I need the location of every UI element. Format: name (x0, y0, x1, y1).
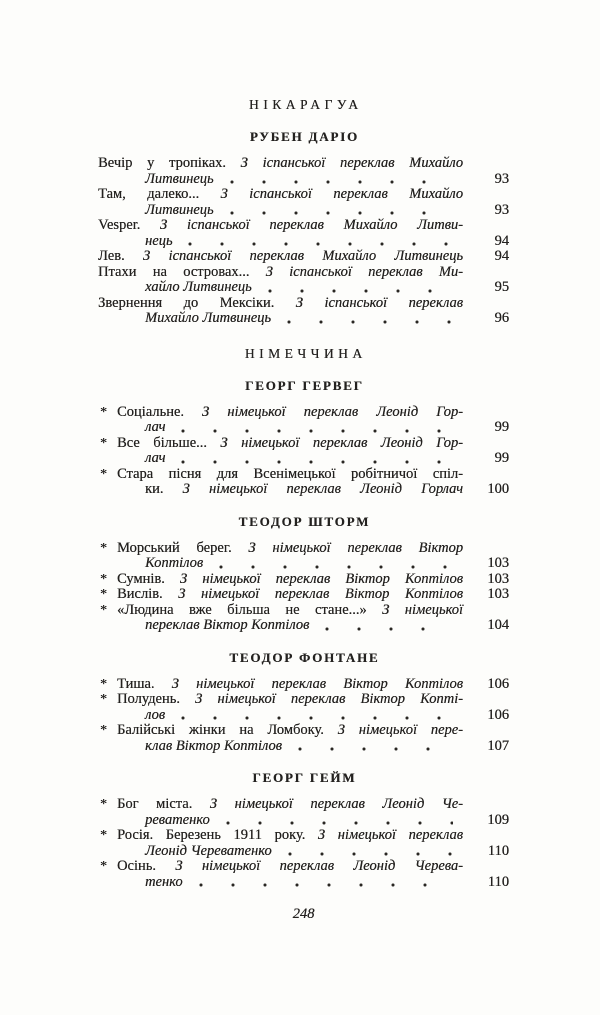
entry-line (117, 556, 509, 572)
entry-text (117, 677, 463, 693)
translator-credit-text: лач (145, 450, 166, 466)
entry-page-number: 94 (494, 248, 509, 264)
entry-line (98, 203, 509, 219)
entry-text (117, 828, 463, 844)
title-text: Vesper. (98, 217, 161, 233)
country-section (98, 346, 509, 891)
leader-dots (286, 852, 453, 856)
entry-text (117, 603, 463, 619)
translator-credit-text: З німецької пере- (337, 722, 463, 738)
title-text: Звернення до Мексіки. (98, 294, 296, 311)
title-text: Соціальне. (117, 403, 203, 420)
entry-line (117, 875, 509, 891)
leader-dots (228, 211, 453, 215)
entry-text (98, 172, 214, 188)
translator-credit-text: нець (145, 232, 173, 249)
entry-line (117, 405, 509, 421)
entry-page-number: 104 (487, 617, 509, 633)
translator-credit-text: З німецької переклав Леонід Че- (209, 796, 463, 812)
asterisk-marker: * (100, 435, 107, 451)
translator-credit-text: переклав Віктор Коптілов (145, 617, 310, 633)
translator-credit-text: клав Віктор Коптілов (145, 737, 282, 754)
asterisk-marker: * (100, 828, 107, 843)
title-text: Росія. Березень 1911 року. (117, 827, 318, 843)
entry-line (117, 451, 509, 467)
title-text: Осінь. (117, 858, 176, 874)
leader-dots (197, 883, 453, 887)
entry-page-number: 94 (494, 232, 509, 249)
leader-dots (228, 180, 453, 184)
toc-entry (100, 403, 509, 436)
translator-credit-text: З іспанської переклав Михайло (220, 186, 463, 202)
translator-credit-text: З німецької переклав Віктор Коптілов (171, 675, 463, 692)
entry-text (98, 249, 463, 265)
translator-credit-text: З німецької переклав Леонід Гор- (220, 434, 463, 451)
entry-page-number: 93 (494, 201, 509, 218)
author-heading: ТЕОДОР ШТОРМ (238, 513, 371, 529)
entry-line (117, 618, 509, 634)
toc-entry (98, 218, 509, 249)
entry-text (117, 739, 282, 755)
toc-entry (100, 570, 509, 588)
entry-line (98, 265, 509, 281)
entry-text (98, 311, 271, 327)
entry-text (117, 813, 210, 829)
title-text: Полудень. (117, 691, 196, 707)
leader-dots (217, 565, 453, 569)
title-text: Балійські жінки на Ломбоку. (117, 722, 338, 738)
translator-credit-text: Коптілов (145, 555, 204, 571)
translator-credit-text: З німецької переклав Леонід Горлач (182, 481, 464, 497)
toc-entry (100, 465, 509, 498)
translator-credit-text: З німецької переклав (317, 827, 463, 843)
translator-credit-text: тенко (145, 873, 183, 890)
entry-line (117, 677, 509, 693)
entry-line (117, 603, 509, 619)
author-heading: ГЕОРГ ГЕЙМ (252, 770, 357, 785)
entry-text (117, 405, 463, 421)
entry-line (98, 187, 509, 203)
entry-text (117, 451, 165, 467)
entry-page-number: 93 (494, 170, 509, 187)
entry-line (117, 797, 509, 813)
asterisk-marker: * (100, 859, 107, 874)
leader-dots (266, 289, 453, 293)
toc-entry (98, 296, 509, 327)
toc-entry (100, 675, 509, 693)
entry-text (117, 482, 463, 498)
entry-list (98, 541, 509, 634)
entry-page-number: 103 (487, 555, 509, 571)
entry-line (98, 218, 509, 234)
translator-credit-text: З німецької (382, 601, 464, 618)
title-text: Вислів. (117, 586, 179, 602)
translator-credit-text: З німецької переклав Леонід Черева- (175, 858, 463, 874)
entry-text (117, 692, 463, 708)
entry-text (117, 859, 463, 875)
entry-page-number: 106 (487, 706, 509, 723)
title-text: Бог міста. (117, 796, 210, 812)
translator-credit-text: Михайло Литвинець (145, 310, 272, 326)
translator-credit-text: лач (145, 419, 166, 435)
entry-text (98, 265, 463, 281)
leader-dots (186, 242, 453, 246)
entry-page-number: 109 (487, 811, 509, 828)
entry-page-number: 110 (487, 842, 509, 859)
entry-line (117, 813, 509, 829)
toc-entry (98, 187, 509, 218)
leader-dots (179, 460, 453, 464)
entry-line (117, 420, 509, 436)
toc-entry (100, 827, 509, 859)
translator-credit-text: З іспанської переклав Михайло Литви- (160, 217, 463, 233)
entry-list (98, 677, 509, 755)
entry-page-number: 106 (487, 675, 509, 692)
toc-entry (98, 156, 509, 187)
entry-page-number: 99 (494, 450, 509, 466)
title-text: Сумнів. (117, 570, 180, 587)
entry-line (98, 234, 509, 250)
entry-text (98, 218, 463, 234)
title-text: «Людина вже більша не стане...» (117, 601, 383, 618)
leader-dots (179, 429, 453, 433)
entry-page-number: 110 (487, 873, 509, 890)
entry-line (98, 296, 509, 312)
translator-credit-text: З іспанської переклав Ми- (265, 263, 463, 280)
entry-page-number: 100 (487, 481, 509, 497)
translator-credit-text: З іспанської переклав Михайло (240, 155, 463, 171)
translator-credit-text: З німецької переклав Віктор Коптілов (179, 570, 463, 587)
entry-text (98, 203, 214, 219)
asterisk-marker: * (100, 602, 107, 618)
entry-line (117, 572, 509, 588)
entry-text (117, 436, 463, 452)
entry-line (98, 249, 509, 265)
folio-page-number: 248 (292, 906, 315, 922)
toc-column (98, 0, 509, 922)
title-text: Лев. (98, 248, 143, 264)
entry-line (117, 828, 509, 844)
asterisk-marker: * (100, 540, 107, 556)
entry-page-number: 103 (487, 570, 509, 587)
translator-credit-text: З іспанської переклав (295, 294, 463, 311)
entry-text (117, 556, 203, 572)
entry-line (117, 708, 509, 724)
entry-page-number: 96 (494, 310, 509, 326)
title-text: Морський берег. (117, 539, 249, 556)
entry-text (98, 187, 463, 203)
entry-line (117, 692, 509, 708)
title-text: Вечір у тропіках. (98, 155, 241, 171)
entry-line (117, 587, 509, 603)
entry-line (117, 844, 509, 860)
entry-text (117, 618, 309, 634)
asterisk-marker: * (100, 676, 107, 692)
entry-line (98, 156, 509, 172)
translator-credit-text: З німецької переклав Віктор (248, 539, 464, 556)
asterisk-marker: * (100, 404, 107, 420)
asterisk-marker: * (100, 723, 107, 738)
entry-text (98, 280, 252, 296)
leader-dots (285, 320, 453, 324)
author-heading: ТЕОДОР ФОНТАНЕ (229, 649, 380, 665)
entry-text (117, 723, 463, 739)
entry-text (117, 844, 272, 860)
title-text: Все більше... (117, 434, 221, 451)
entry-text (117, 420, 165, 436)
entry-line (117, 541, 509, 557)
title-text: Птахи на островах... (98, 263, 266, 280)
entry-text (117, 708, 165, 724)
entry-line (98, 280, 509, 296)
entry-list (98, 797, 509, 890)
entry-page-number: 99 (494, 419, 509, 435)
entry-line (117, 739, 509, 755)
toc-entry (100, 858, 509, 890)
entry-text (117, 541, 463, 557)
leader-dots (296, 747, 453, 751)
entry-text (98, 234, 172, 250)
author-heading: РУБЕН ДАРІО (249, 129, 359, 144)
entry-text (117, 797, 463, 813)
toc-entry (100, 539, 509, 572)
entry-line (117, 436, 509, 452)
entry-page-number: 95 (494, 279, 509, 295)
country-heading: НІКАРАГУА (248, 97, 363, 112)
asterisk-marker: * (100, 466, 107, 482)
country-heading: НІМЕЧЧИНА (244, 345, 367, 361)
translator-credit-text: З німецької переклав Віктор Коптілов (178, 586, 463, 602)
entry-line (98, 172, 509, 188)
leader-dots (224, 821, 453, 825)
entry-text (117, 467, 463, 483)
translator-credit-text: хайло Литвинець (145, 279, 252, 295)
translator-credit-text: реватенко (145, 811, 210, 828)
title-text: ки. (145, 481, 183, 497)
entry-page-number: 107 (487, 737, 509, 754)
title-text: Тиша. (117, 675, 172, 692)
entry-list (98, 156, 509, 327)
toc-entry (100, 796, 509, 828)
author-heading: ГЕОРГ ГЕРВЕГ (245, 377, 364, 393)
entry-line (117, 467, 509, 483)
toc-entry (100, 691, 509, 723)
entry-line (117, 723, 509, 739)
translator-credit-text: З німецької переклав Леонід Гор- (202, 403, 463, 420)
country-section (98, 97, 509, 327)
asterisk-marker: * (100, 692, 107, 707)
entry-line (117, 859, 509, 875)
translator-credit-text: З іспанської переклав Михайло Литвинець (142, 248, 463, 264)
asterisk-marker: * (100, 571, 107, 587)
translator-credit-text: Леонід Череватенко (145, 842, 272, 859)
toc-entry (100, 722, 509, 754)
entry-text (117, 875, 183, 891)
toc-sections (98, 97, 509, 890)
entry-text (117, 572, 463, 588)
translator-credit-text: Литвинець (145, 170, 214, 187)
leader-dots (179, 716, 453, 720)
asterisk-marker: * (100, 797, 107, 812)
toc-entry (98, 249, 509, 265)
translator-credit-text: лов (145, 706, 166, 723)
toc-entry (100, 586, 509, 603)
title-text: Стара пісня для Всенімецької робітничої спіл- (117, 465, 463, 482)
entry-line (98, 311, 509, 327)
entry-page-number: 103 (487, 586, 509, 602)
entry-text (98, 296, 463, 312)
translator-credit-text: З німецької переклав Віктор Копті- (195, 691, 463, 707)
entry-line (117, 482, 509, 498)
entry-list (98, 405, 509, 498)
toc-entry (100, 601, 509, 634)
toc-entry (100, 434, 509, 467)
title-text: Там, далеко... (98, 186, 221, 202)
asterisk-marker: * (100, 587, 107, 602)
entry-text (117, 587, 463, 603)
toc-entry (98, 265, 509, 296)
entry-text (98, 156, 463, 172)
translator-credit-text: Литвинець (145, 201, 214, 218)
leader-dots (323, 627, 453, 631)
